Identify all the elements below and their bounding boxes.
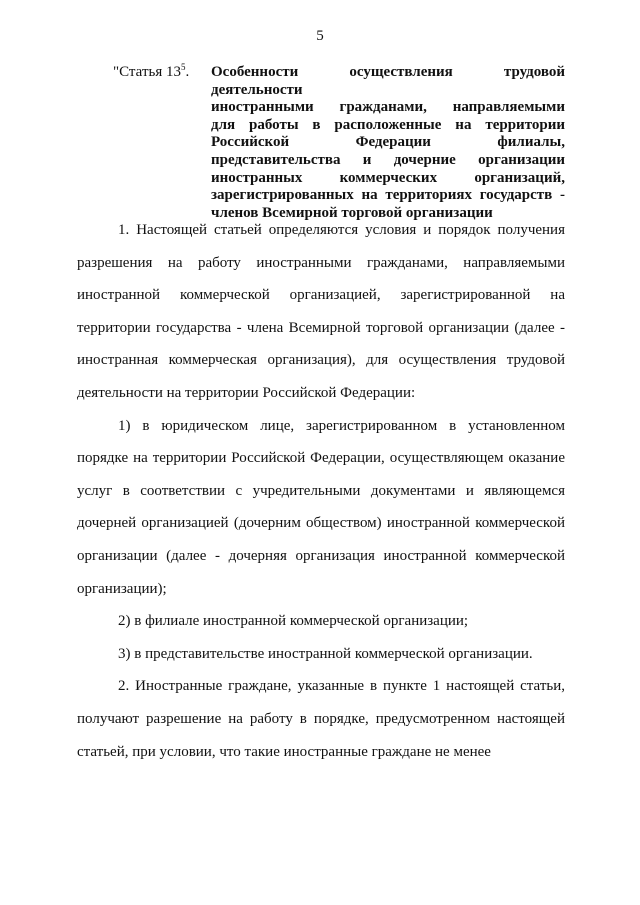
- paragraph-subclause-1: 1) в юридическом лице, зарегистрированном в установленном порядке на территории Российской Федерации, осуществляющем оказание услуг в соответствии с учредительными документами и являющемся дочерней организацией (дочерним обществом) иностранной коммерческой организации (далее - дочерняя организация иностранной коммерческой организации);: [77, 417, 565, 597]
- article-label: [113, 64, 189, 81]
- article-title-line: Российской Федерации филиалы,: [211, 134, 565, 151]
- paragraph-clause-2: 2. Иностранные граждане, указанные в пункте 1 настоящей статьи, получают разрешение на работу в порядке, предусмотренном настоящей статьей, при условии, что такие иностранные граждане не менее: [77, 678, 565, 760]
- article-label-suffix: .: [185, 64, 190, 80]
- article-title-line: зарегистрированных на территориях государств -: [211, 187, 565, 204]
- article-title-line: иностранными гражданами, направляемыми: [211, 99, 565, 116]
- page-number: 5: [316, 28, 324, 44]
- article-title-line: иностранных коммерческих организаций,: [211, 169, 565, 186]
- article-title-line: для работы в расположенные на территории: [211, 116, 565, 133]
- paragraph-clause-1: 1. Настоящей статьей определяются условия и порядок получения разрешения на работу иностранными гражданами, направляемыми иностранной коммерческой организацией, зарегистрированной на территории государства - члена Всемирной торговой организации (далее - иностранная коммерческая организация), для осуществления трудовой деятельности на территории Российской Федерации:: [77, 222, 565, 401]
- paragraph-subclause-2: 2) в филиале иностранной коммерческой организации;: [118, 613, 469, 630]
- article-label-superscript: 5: [180, 62, 186, 72]
- article-label-prefix: "Статья 13: [113, 64, 181, 80]
- article-title-line: представительства и дочерние организации: [211, 151, 565, 168]
- article-title-line: Особенности осуществления трудовой деятельности: [211, 64, 565, 98]
- paragraph-subclause-3: 3) в представительстве иностранной коммерческой организации.: [118, 645, 533, 662]
- article-title: [211, 64, 565, 222]
- article-title-line: членов Всемирной торговой организации: [211, 204, 493, 221]
- article-body: [77, 214, 565, 768]
